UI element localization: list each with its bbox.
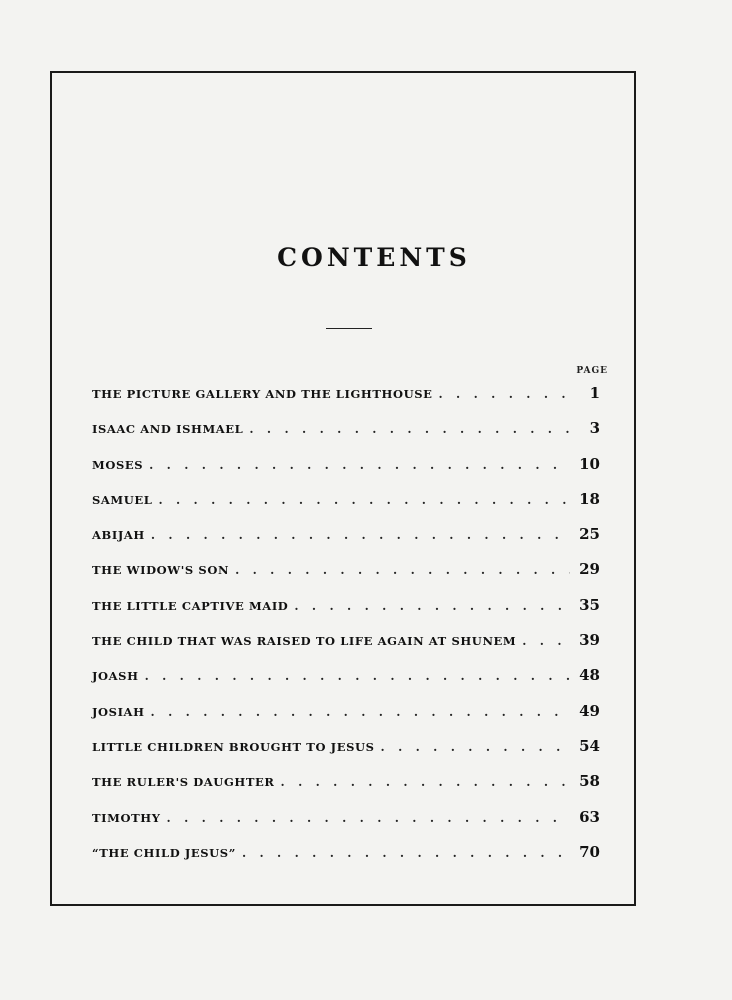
toc-entry [92, 482, 600, 517]
toc-entry [92, 694, 600, 729]
toc-entry-page: 18 [579, 489, 600, 508]
toc-entry-page: 70 [579, 842, 600, 861]
toc-entry [92, 729, 600, 764]
toc-entry-page: 63 [579, 807, 600, 826]
toc-entry-title: “THE CHILD JESUS” [92, 845, 236, 860]
toc-entry-page: 58 [579, 772, 600, 791]
toc-entry [92, 411, 600, 446]
dot-leader [145, 518, 570, 553]
toc-entry-title: THE WIDOW'S SON [92, 563, 230, 578]
toc-entry-page: 10 [579, 454, 600, 473]
toc-entry-page: 25 [579, 525, 600, 544]
toc-entry [92, 376, 600, 411]
dot-leader [288, 589, 570, 624]
toc-entry-title: JOASH [92, 669, 139, 684]
toc-entry [92, 517, 600, 552]
toc-entry-page: 35 [579, 595, 600, 614]
table-of-contents [92, 376, 600, 870]
dot-leader [236, 836, 570, 871]
page-column-label: PAGE [576, 366, 608, 376]
dot-leader [152, 483, 570, 518]
toc-entry-page: 3 [589, 419, 600, 438]
toc-entry-title: THE LITTLE CAPTIVE MAID [92, 598, 289, 613]
dot-leader [375, 730, 570, 765]
toc-entry [92, 835, 600, 870]
toc-entry-title: TIMOTHY [92, 810, 161, 825]
toc-entry [92, 623, 600, 658]
dot-leader [145, 695, 570, 730]
toc-entry-title: THE RULER'S DAUGHTER [92, 775, 275, 790]
toc-entry-page: 29 [579, 560, 600, 579]
toc-entry-page: 1 [589, 384, 600, 402]
toc-entry [92, 764, 600, 799]
dot-leader [516, 624, 570, 659]
dot-leader [143, 448, 570, 483]
dot-leader [275, 765, 570, 800]
dot-leader [161, 801, 570, 836]
toc-entry-page: 39 [579, 631, 600, 650]
dot-leader [243, 412, 570, 447]
toc-entry-title: ABIJAH [92, 528, 145, 543]
toc-entry-page: 48 [579, 666, 600, 685]
toc-entry [92, 588, 600, 623]
toc-entry [92, 800, 600, 835]
toc-entry-page: 49 [579, 701, 600, 720]
toc-entry-page: 54 [579, 736, 600, 755]
toc-entry-title: JOSIAH [92, 704, 145, 719]
toc-entry [92, 552, 600, 587]
dot-leader [229, 553, 570, 588]
toc-entry-title: THE CHILD THAT WAS RAISED TO LIFE AGAIN AT SHUNEM [92, 634, 517, 649]
toc-entry-title: THE PICTURE GALLERY AND THE LIGHTHOUSE [92, 387, 433, 401]
dot-leader [139, 659, 570, 694]
toc-entry-title: LITTLE CHILDREN BROUGHT TO JESUS [92, 739, 375, 754]
heading-rule [326, 328, 372, 329]
toc-entry-title: SAMUEL [92, 492, 153, 507]
toc-entry-title: ISAAC AND ISHMAEL [92, 422, 244, 437]
toc-entry-title: MOSES [92, 457, 144, 472]
dot-leader [432, 377, 570, 412]
toc-entry [92, 447, 600, 482]
contents-heading: CONTENTS [277, 243, 471, 272]
toc-entry [92, 658, 600, 693]
